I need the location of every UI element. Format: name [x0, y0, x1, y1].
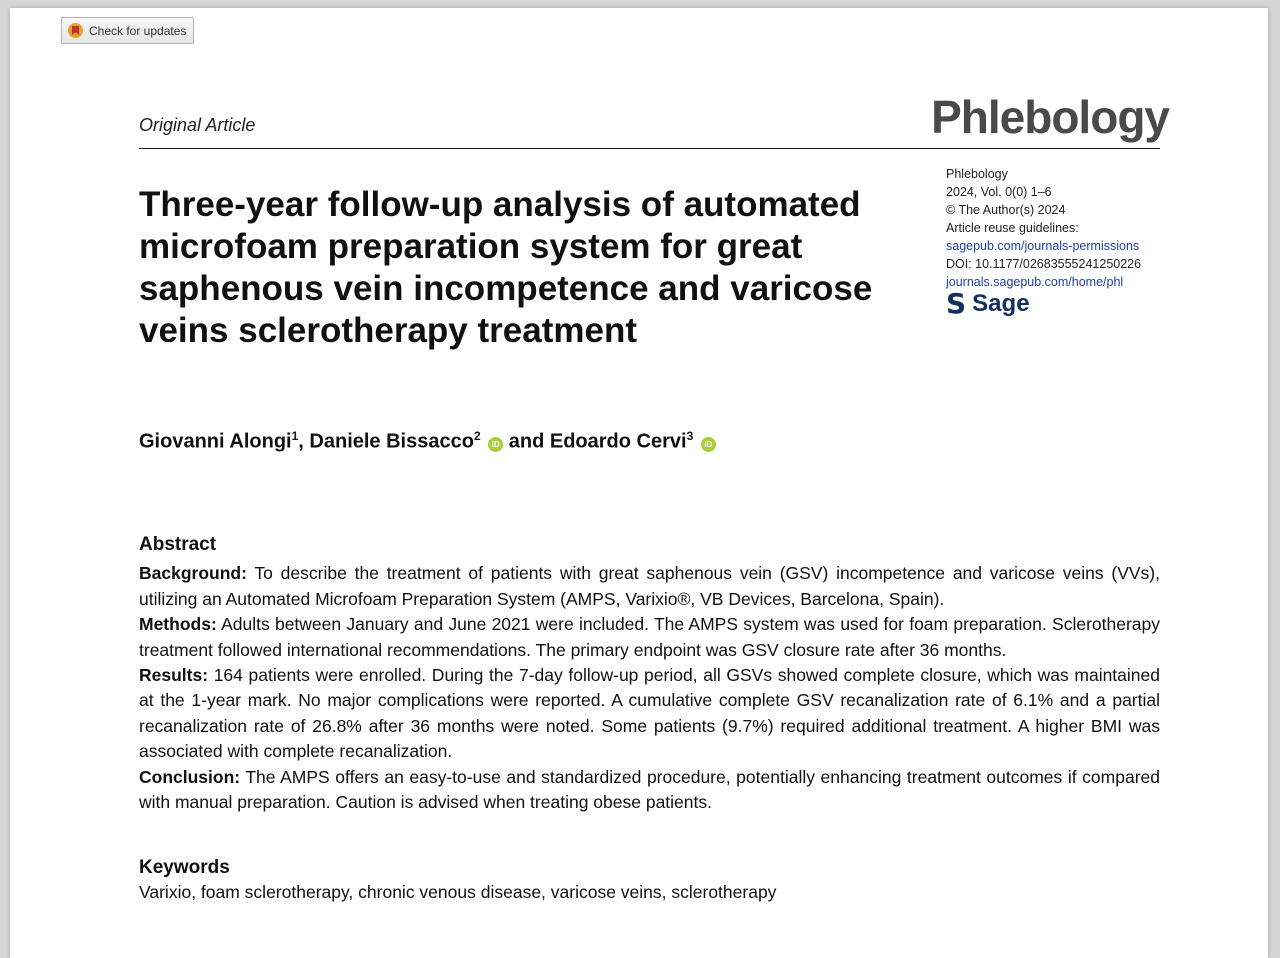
keywords-section [139, 855, 1160, 905]
author-name: Edoardo Cervi [549, 430, 687, 453]
orcid-icon[interactable]: iD [488, 437, 503, 452]
check-for-updates-button[interactable] [61, 17, 194, 44]
meta-reuse: Article reuse guidelines: [946, 221, 1079, 235]
author-name: Giovanni Alongi [139, 430, 292, 453]
bookmark-icon [68, 23, 83, 38]
article-title: Three-year follow-up analysis of automated microfoam preparation system for great saphenous vein incompetence and varicose veins sclerotherapy treatment [139, 185, 873, 350]
conclusion-text: The AMPS offers an easy-to-use and standardized procedure, potentially enhancing treatment outcomes if compared with manual preparation. Caution is advised when treating obese patients. [139, 766, 1160, 813]
keywords-heading: Keywords [139, 857, 230, 878]
abstract-conclusion [139, 765, 1160, 816]
results-label: Results: [139, 665, 209, 686]
affiliation-marker: 3 [686, 429, 694, 443]
methods-label: Methods: [139, 614, 217, 635]
abstract-background [139, 561, 1160, 612]
orcid-icon[interactable]: iD [701, 437, 716, 452]
background-label: Background: [139, 563, 247, 584]
abstract-heading: Abstract [139, 534, 217, 555]
permissions-link[interactable]: sagepub.com/journals-permissions [946, 239, 1140, 253]
article-type: Original Article [139, 115, 256, 135]
affiliation-marker: 1 [291, 429, 299, 443]
keywords-text: Varixio, foam sclerotherapy, chronic venous disease, varicose veins, sclerotherapy [139, 882, 777, 902]
affiliation-marker: 2 [473, 429, 481, 443]
abstract-results [139, 663, 1160, 765]
publisher-name: Sage [972, 290, 1030, 317]
sage-icon: S [946, 287, 967, 320]
meta-copyright: © The Author(s) 2024 [946, 203, 1066, 217]
author-separator: , [298, 430, 310, 453]
abstract-methods [139, 612, 1160, 663]
article-page [10, 8, 1268, 958]
methods-text: Adults between January and June 2021 were included. The AMPS system was used for foam preparation. Sclerotherapy treatment followed international recommendations. The primary endpoint was GSV closure rate after 36 months. [139, 614, 1160, 660]
journal-link[interactable]: journals.sagepub.com/home/phl [946, 275, 1124, 289]
background-text: To describe the treatment of patients with great saphenous vein (GSV) incompetence and varicose veins (VVs), utilizing an Automated Microfoam Preparation System (AMPS, Varixio®, VB Devices, Barcelona, Spain). [139, 563, 1160, 609]
conclusion-label: Conclusion: [139, 766, 241, 787]
author-separator: and [508, 430, 550, 453]
journal-logo: Phlebology [931, 91, 1169, 143]
meta-journal: Phlebology [946, 167, 1008, 181]
abstract-section [139, 532, 1160, 815]
results-text: 164 patients were enrolled. During the 7-day follow-up period, all GSVs showed complete closure, which was maintained at the 1-year mark. No major complications were reported. A cumulative complete GSV recanalization rate of 6.1% and a partial recanalization rate of 26.8% after 36 months were noted. Some patients (9.7%) required additional treatment. A higher BMI was associated with complete recanalization. [139, 665, 1160, 762]
meta-volume: 2024, Vol. 0(0) 1–6 [946, 185, 1052, 199]
author-list [139, 429, 716, 454]
article-meta [946, 165, 1186, 320]
meta-doi: DOI: 10.1177/02683555241250226 [946, 257, 1142, 271]
check-for-updates-label: Check for updates [89, 23, 187, 38]
author-name: Daniele Bissacco [309, 430, 474, 453]
header-divider [139, 148, 1160, 149]
publisher-logo [946, 287, 1186, 320]
